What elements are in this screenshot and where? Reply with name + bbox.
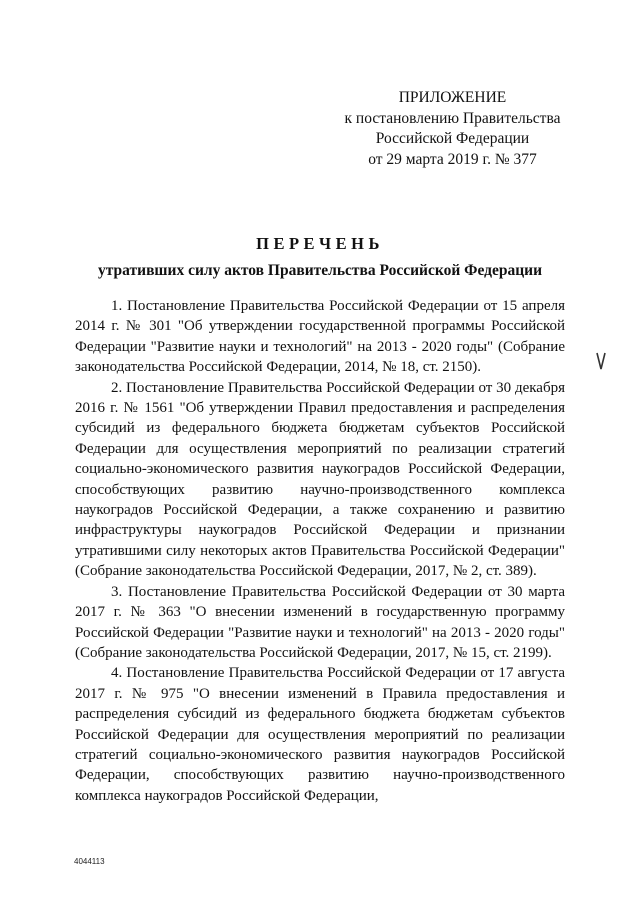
list-item-2: 2. Постановление Правительства Российской Федерации от 30 декабря 2016 г. № 1561 "Об утверждении Правил предоставления и распределения субсидий из федерального бюджета бюджетам субъектов Российской Федерации для осуществления мероприятий по реализации стратегий социально-экономического развития наукоградов Российской Федерации, способствующих развитию научно-производственного комплекса наукоградов Российской Федерации, а также сохранению и развитию инфраструктуры наукоградов Российской Федерации и признании утратившими силу некоторых актов Правительства Российской Федерации" (Собрание законодательства Российской Федерации, 2017, № 2, ст. 389). <box>75 379 565 580</box>
appendix-block <box>330 88 575 170</box>
document-subtitle: утративших силу актов Правительства Российской Федерации <box>98 262 542 279</box>
document-title: ПЕРЕЧЕНЬ <box>256 234 384 253</box>
margin-mark-icon <box>596 352 606 370</box>
appendix-line-2: Российской Федерации <box>375 130 530 147</box>
document-body <box>75 296 565 806</box>
appendix-title: ПРИЛОЖЕНИЕ <box>398 89 507 106</box>
list-item-1: 1. Постановление Правительства Российской Федерации от 15 апреля 2014 г. № 301 "Об утверждении государственной программы Российской Федерации "Развитие науки и технологий" на 2013 - 2020 годы" (Собрание законодательства Российской Федерации, 2014, № 18, ст. 2150). <box>75 298 565 376</box>
list-item-3: 3. Постановление Правительства Российской Федерации от 30 марта 2017 г. № 363 "О внесении изменений в государственную программу Российской Федерации "Развитие науки и технологий" на 2013 - 2020 годы" (Собрание законодательства Российской Федерации, 2017, № 15, ст. 2199). <box>75 583 565 661</box>
appendix-line-3: от 29 марта 2019 г. № 377 <box>368 150 537 168</box>
list-item-4: 4. Постановление Правительства Российской Федерации от 17 августа 2017 г. № 975 "О внесении изменений в Правила предоставления и распределения субсидий из федерального бюджета бюджетам субъектов Российской Федерации для осуществления мероприятий по реализации стратегий социально-экономического развития наукоградов Российской Федерации, способствующих развитию научно-производственного комплекса наукоградов Российской Федерации, <box>75 665 565 804</box>
appendix-line-1: к постановлению Правительства <box>344 109 561 127</box>
footer-code: 4044113 <box>74 857 105 866</box>
